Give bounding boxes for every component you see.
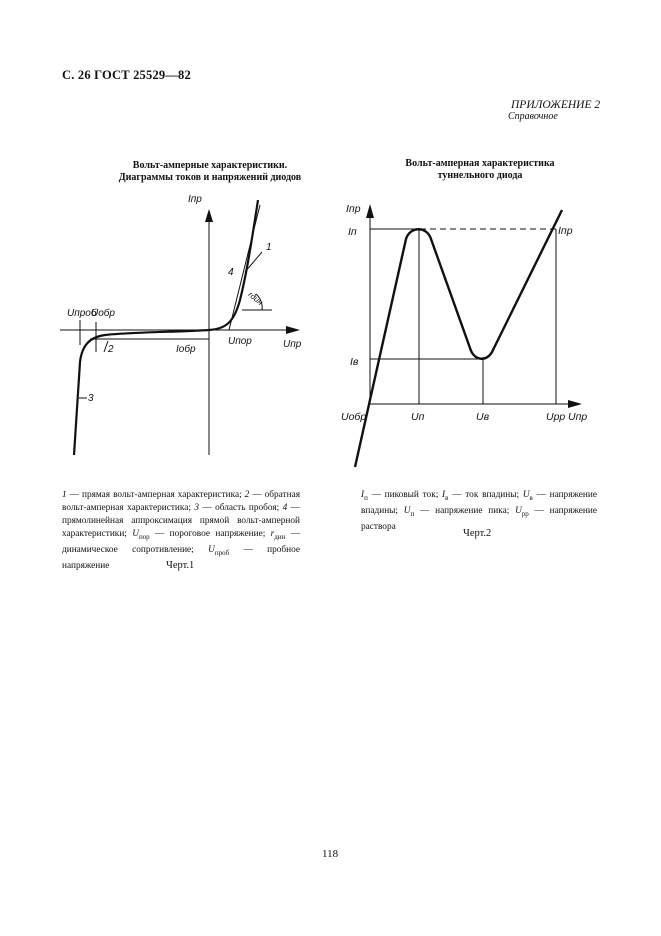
fig2-label-u-rr: Uрр bbox=[546, 411, 566, 423]
fig2-label-i-valley: Iв bbox=[350, 356, 359, 368]
fig2-label-u-valley: Uв bbox=[476, 411, 490, 423]
fig1-label-u-obr: Uобр bbox=[91, 308, 115, 319]
fig2-label-i-pr-right: Iпр bbox=[558, 225, 573, 237]
fig2-label-u-peak: Uп bbox=[411, 411, 425, 423]
figure2-label: Черт.2 bbox=[463, 528, 492, 539]
page-header-reference: С. 26 ГОСТ 25529—82 bbox=[62, 68, 191, 82]
fig1-label-u-por: Uпор bbox=[228, 336, 252, 347]
appendix-title: ПРИЛОЖЕНИЕ 2 bbox=[511, 99, 601, 111]
fig1-label-r-din: rдин bbox=[246, 290, 265, 308]
fig1-label-3: 3 bbox=[88, 393, 94, 404]
fig2-label-u-pr: Uпр bbox=[568, 411, 588, 423]
fig1-label-x-axis: Uпр bbox=[283, 339, 302, 350]
page-number: 118 bbox=[322, 848, 339, 860]
figure1-caption: 1 — прямая вольт-амперная характеристика; 2 — обратная вольт-амперная характеристика; 3 — область пробоя; 4 — прямолинейная аппроксимация прямой вольт-амперной характеристики; $U_{пор}$ — пороговое напряжение; $r_{дин}$ — динамическое сопротивление; $U_{проб}$ — пробное напряжение bbox=[62, 490, 300, 571]
fig1-label-2: 2 bbox=[108, 344, 114, 355]
appendix-type: Справочное bbox=[508, 111, 558, 122]
fig1-label-4: 4 bbox=[228, 267, 234, 278]
fig2-x-arrow bbox=[568, 400, 582, 408]
figure2-title-line2: туннельного диода bbox=[437, 170, 523, 181]
fig1-label-u-prob: Uпроб bbox=[67, 308, 97, 319]
fig2-label-y-axis: Iпр bbox=[346, 203, 361, 215]
figure1-title-line1: Вольт-амперные характеристики. bbox=[132, 160, 288, 171]
fig2-label-u-obr: Uобр bbox=[341, 411, 367, 423]
figure1-title-line2: Диаграммы токов и напряжений диодов bbox=[118, 172, 302, 183]
fig2-y-arrow bbox=[366, 204, 374, 218]
fig2-characteristic-curve bbox=[355, 210, 562, 467]
figure1-label: Черт.1 bbox=[166, 560, 195, 571]
fig1-label-i-obr: Iобр bbox=[176, 344, 196, 355]
figure2-title-line1: Вольт-амперная характеристика bbox=[405, 158, 555, 169]
fig1-label-y-axis: Iпр bbox=[188, 194, 202, 205]
fig1-label-1: 1 bbox=[266, 242, 272, 253]
fig2-label-i-peak: Iп bbox=[348, 226, 357, 238]
figure2-caption: $I_п$ — пиковый ток; $I_в$ — ток впадины; $U_в$ — напряжение впадины; $U_п$ — напряжение пика; $U_{рр}$ — напряжение раствора bbox=[361, 490, 598, 532]
